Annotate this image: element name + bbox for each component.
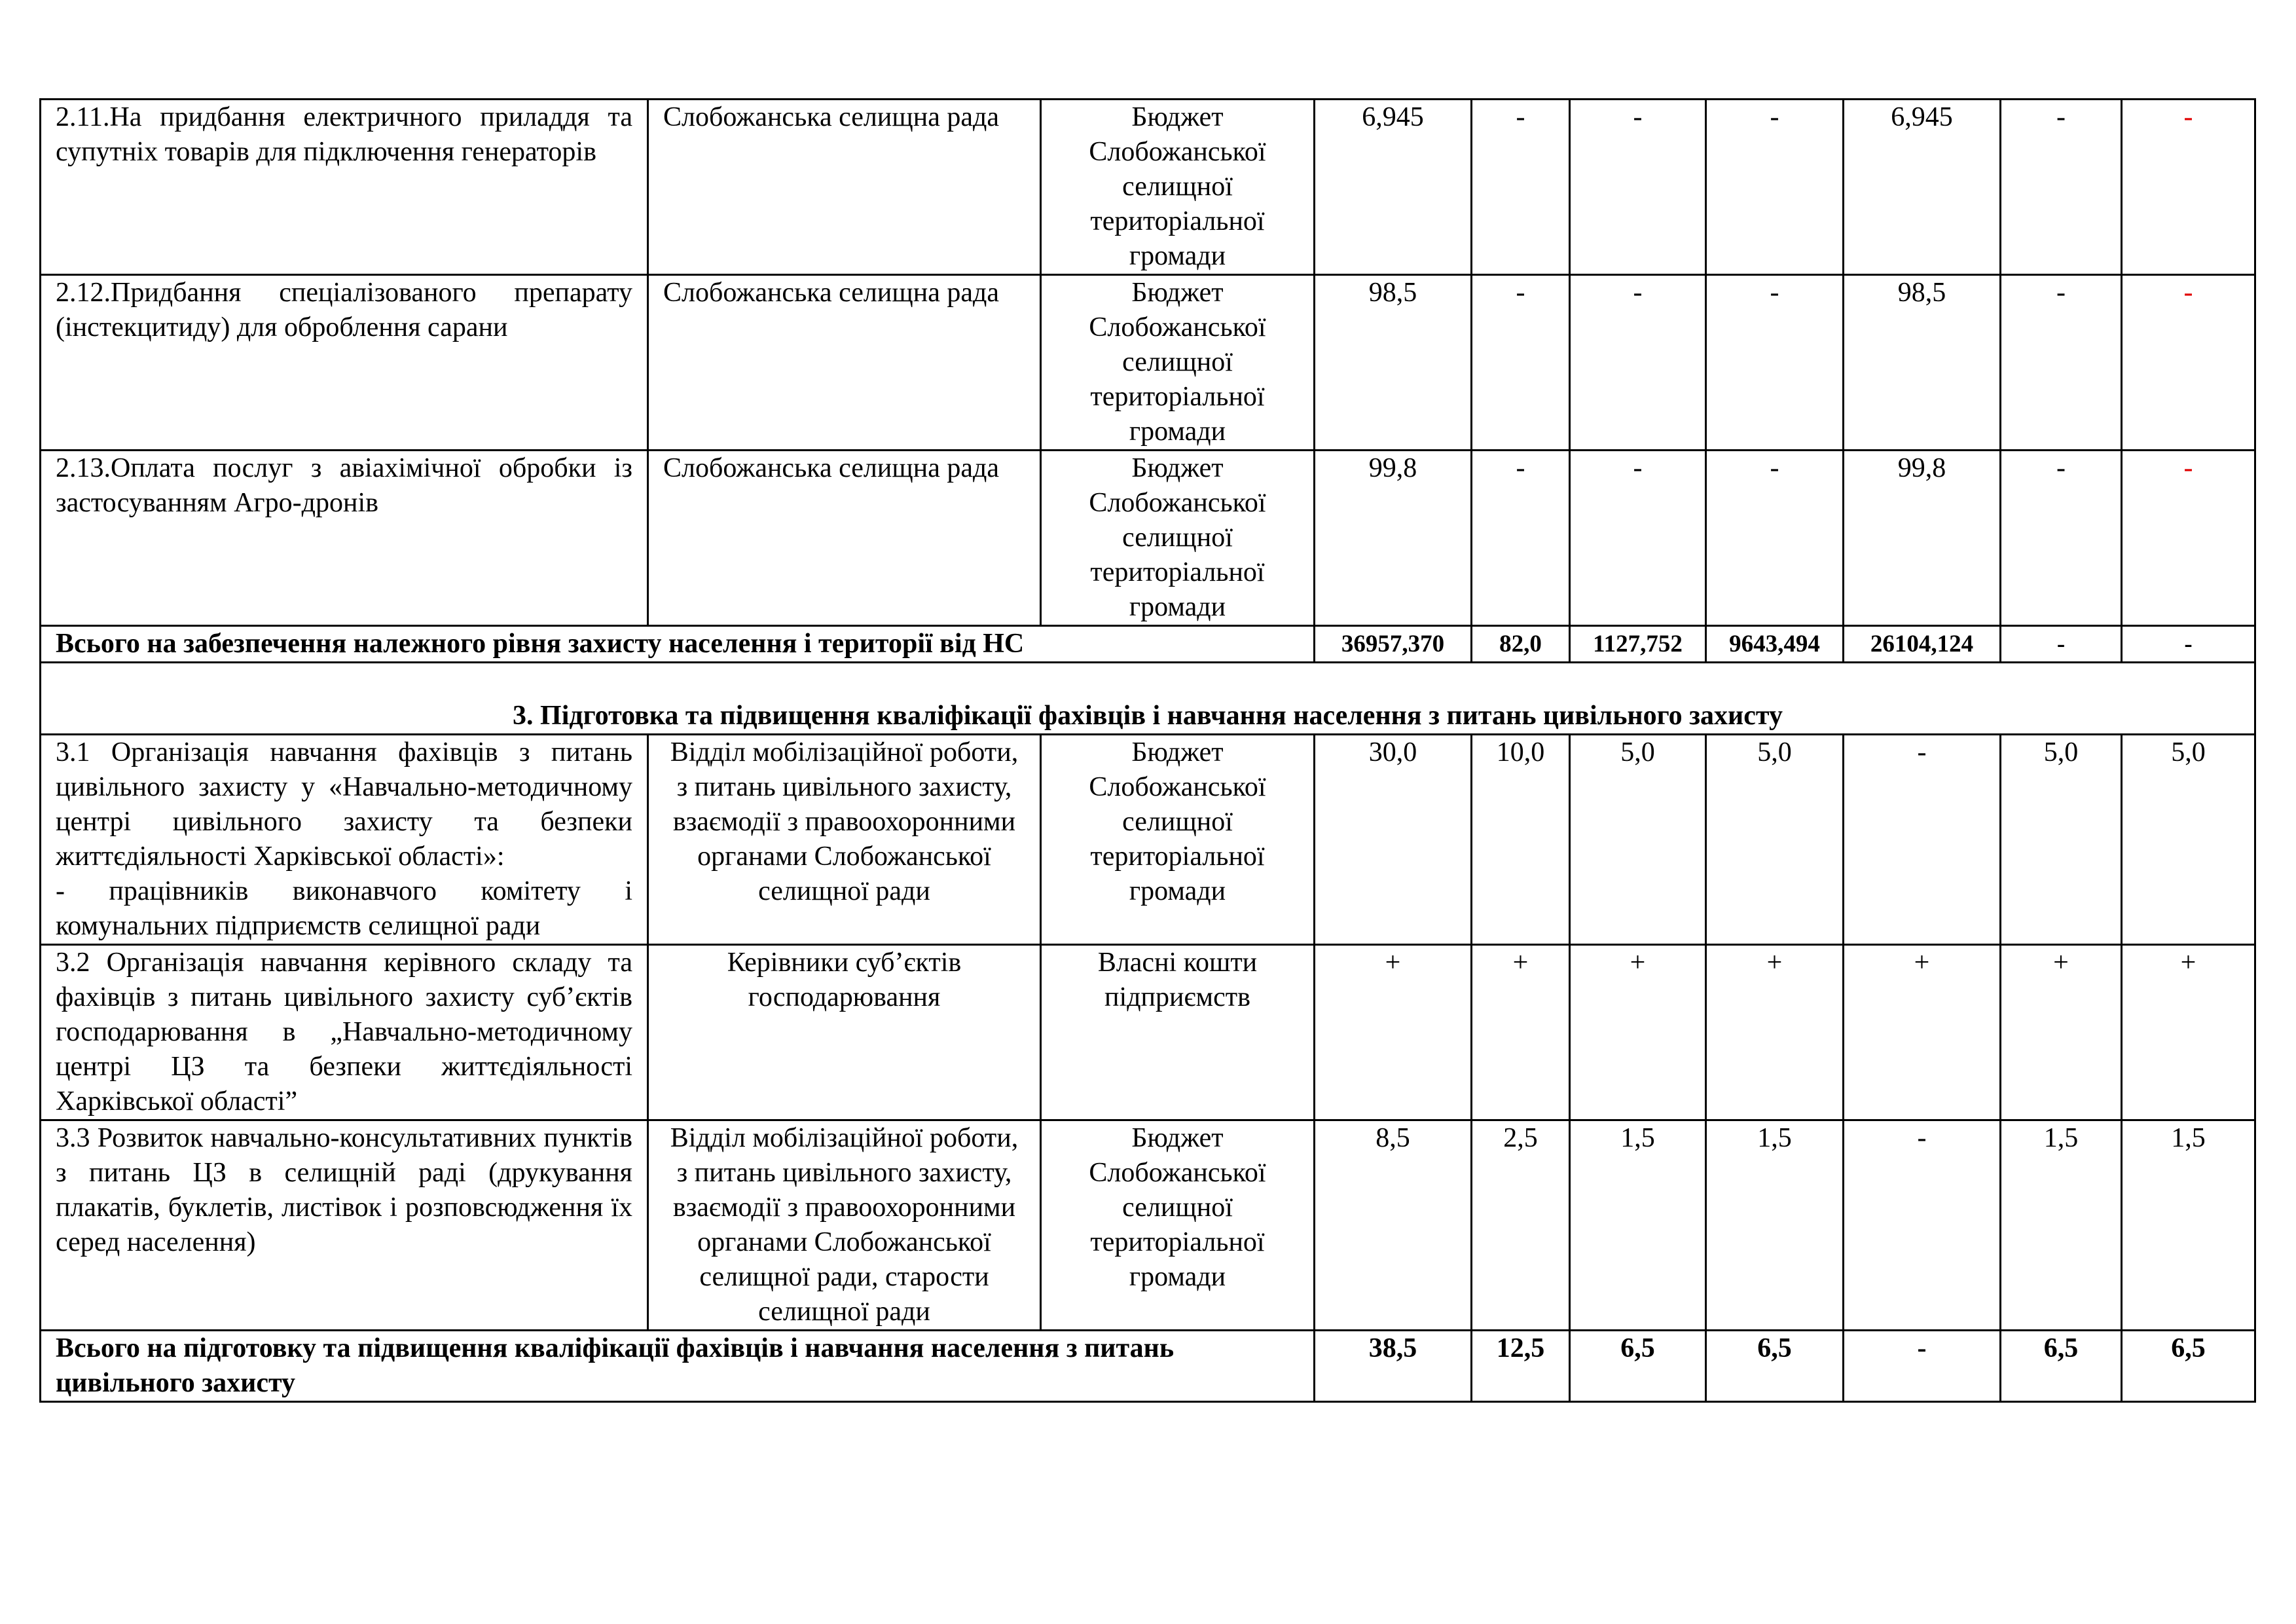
amount-cell: - — [1472, 275, 1570, 451]
total-amount-cell: 38,5 — [1315, 1331, 1472, 1402]
executor-cell: Відділ мобілізаційної роботи, з питань цивільного захисту, взаємодії з правоохоронними органами Слобожанської селищної ради, старости селищної ради — [648, 1120, 1041, 1331]
amount-cell: + — [2122, 945, 2255, 1120]
executor-cell: Керівники суб’єктів господарювання — [648, 945, 1041, 1120]
amount-cell: + — [1315, 945, 1472, 1120]
funding-source-cell: Власні кошти підприємств — [1041, 945, 1315, 1120]
total-amount-cell: 6,5 — [1570, 1331, 1706, 1402]
section-header-row — [41, 663, 2255, 735]
measure-name-cell: 3.3 Розвиток навчально-консультативних пунктів з питань ЦЗ в селищній раді (друкування плакатів, буклетів, листівок і розповсюдження їх серед населення) — [41, 1120, 648, 1331]
document-page — [39, 98, 2254, 1403]
program-table — [39, 98, 2256, 1403]
total-amount-cell: 6,5 — [2001, 1331, 2122, 1402]
total-amount-cell: 12,5 — [1472, 1331, 1570, 1402]
amount-cell: 1,5 — [2122, 1120, 2255, 1331]
amount-cell: - — [1706, 451, 1844, 626]
amount-cell: 1,5 — [1706, 1120, 1844, 1331]
amount-cell: 98,5 — [1315, 275, 1472, 451]
amount-cell: - — [1472, 451, 1570, 626]
total-amount-cell: - — [2122, 626, 2255, 663]
amount-cell: 30,0 — [1315, 735, 1472, 945]
total-amount-cell: 6,5 — [1706, 1331, 1844, 1402]
amount-cell: - — [2122, 275, 2255, 451]
amount-cell: 5,0 — [2001, 735, 2122, 945]
table-row — [41, 275, 2255, 451]
amount-cell: - — [2122, 451, 2255, 626]
amount-cell: - — [1844, 1120, 2001, 1331]
total-amount-cell: 82,0 — [1472, 626, 1570, 663]
amount-cell: - — [1570, 275, 1706, 451]
amount-cell: 99,8 — [1844, 451, 2001, 626]
amount-cell: 1,5 — [1570, 1120, 1706, 1331]
executor-cell: Слобожанська селищна рада — [648, 100, 1041, 275]
amount-cell: - — [2122, 100, 2255, 275]
total-amount-cell: 1127,752 — [1570, 626, 1706, 663]
executor-cell: Слобожанська селищна рада — [648, 451, 1041, 626]
amount-cell: 6,945 — [1844, 100, 2001, 275]
measure-name-cell: 3.1 Організація навчання фахівців з питань цивільного захисту у «Навчально-методичному центрі цивільного захисту та безпеки життєдіяльності Харківської області»: - працівників виконавчого комітету і комунальних підприємств селищної ради — [41, 735, 648, 945]
total-amount-cell: - — [1844, 1331, 2001, 1402]
amount-cell: 98,5 — [1844, 275, 2001, 451]
amount-cell: - — [1570, 451, 1706, 626]
table-row — [41, 100, 2255, 275]
table-row — [41, 945, 2255, 1120]
amount-cell: - — [2001, 100, 2122, 275]
amount-cell: - — [2001, 451, 2122, 626]
amount-cell: + — [1706, 945, 1844, 1120]
total-amount-cell: 6,5 — [2122, 1331, 2255, 1402]
measure-name-cell: 2.11.На придбання електричного приладдя та супутніх товарів для підключення генераторів — [41, 100, 648, 275]
total-amount-cell: 9643,494 — [1706, 626, 1844, 663]
total-amount-cell: 36957,370 — [1315, 626, 1472, 663]
amount-cell: - — [1844, 735, 2001, 945]
amount-cell: + — [1570, 945, 1706, 1120]
amount-cell: - — [2001, 275, 2122, 451]
amount-cell: - — [1706, 275, 1844, 451]
amount-cell: 2,5 — [1472, 1120, 1570, 1331]
amount-cell: + — [2001, 945, 2122, 1120]
funding-source-cell: Бюджет Слобожанської селищної територіальної громади — [1041, 735, 1315, 945]
amount-cell: 6,945 — [1315, 100, 1472, 275]
table-row — [41, 735, 2255, 945]
total-label-cell: Всього на забезпечення належного рівня захисту населення і території від НС — [41, 626, 1315, 663]
amount-cell: 99,8 — [1315, 451, 1472, 626]
executor-cell: Відділ мобілізаційної роботи, з питань цивільного захисту, взаємодії з правоохоронними органами Слобожанської селищної ради — [648, 735, 1041, 945]
executor-cell: Слобожанська селищна рада — [648, 275, 1041, 451]
total-amount-cell: 26104,124 — [1844, 626, 2001, 663]
amount-cell: - — [1472, 100, 1570, 275]
amount-cell: 5,0 — [1706, 735, 1844, 945]
measure-name-cell: 2.12.Придбання спеціалізованого препарату (інстекцитиду) для оброблення сарани — [41, 275, 648, 451]
table-row — [41, 451, 2255, 626]
amount-cell: - — [1570, 100, 1706, 275]
amount-cell: 1,5 — [2001, 1120, 2122, 1331]
amount-cell: 10,0 — [1472, 735, 1570, 945]
amount-cell: + — [1844, 945, 2001, 1120]
total-label-cell: Всього на підготовку та підвищення кваліфікації фахівців і навчання населення з питань цивільного захисту — [41, 1331, 1315, 1402]
funding-source-cell: Бюджет Слобожанської селищної територіальної громади — [1041, 1120, 1315, 1331]
measure-name-cell: 2.13.Оплата послуг з авіахімічної обробки із застосуванням Агро-дронів — [41, 451, 648, 626]
amount-cell: - — [1706, 100, 1844, 275]
funding-source-cell: Бюджет Слобожанської селищної територіальної громади — [1041, 275, 1315, 451]
funding-source-cell: Бюджет Слобожанської селищної територіальної громади — [1041, 451, 1315, 626]
amount-cell: + — [1472, 945, 1570, 1120]
table-row — [41, 1120, 2255, 1331]
funding-source-cell: Бюджет Слобожанської селищної територіальної громади — [1041, 100, 1315, 275]
amount-cell: 5,0 — [2122, 735, 2255, 945]
total-amount-cell: - — [2001, 626, 2122, 663]
section-title: 3. Підготовка та підвищення кваліфікації фахівців і навчання населення з питань цивільного захисту — [41, 663, 2255, 735]
table-body — [41, 100, 2255, 1402]
total-row — [41, 626, 2255, 663]
amount-cell: 5,0 — [1570, 735, 1706, 945]
measure-name-cell: 3.2 Організація навчання керівного складу та фахівців з питань цивільного захисту суб’єктів господарювання в „Навчально-методичному центрі ЦЗ та безпеки життєдіяльності Харківської області” — [41, 945, 648, 1120]
amount-cell: 8,5 — [1315, 1120, 1472, 1331]
total-row — [41, 1331, 2255, 1402]
